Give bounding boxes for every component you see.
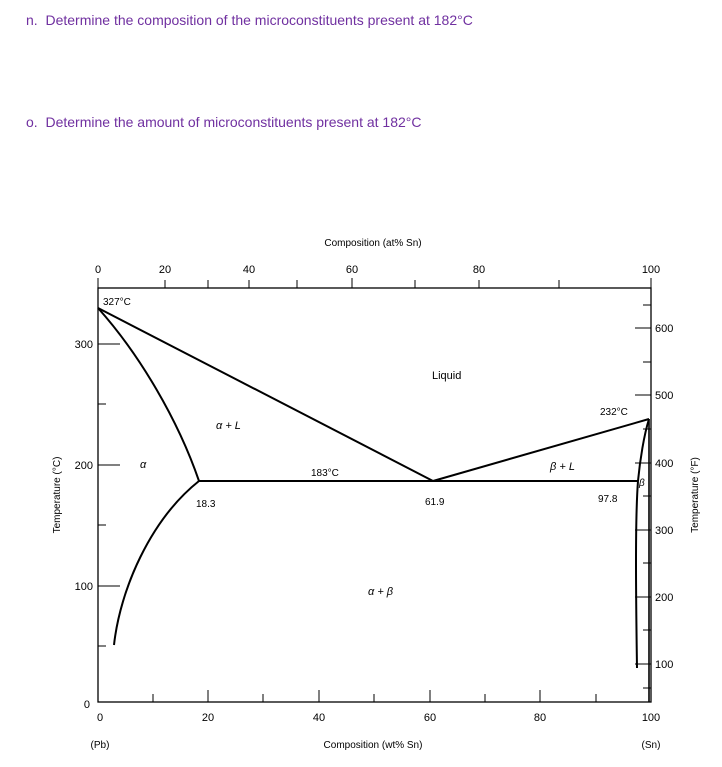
left-tick-200: 200 <box>74 460 93 472</box>
sn-melting-label: 232°C <box>600 407 628 418</box>
top-tick-0: 0 <box>94 264 102 276</box>
pb-melting-label: 327°C <box>103 297 131 308</box>
pb-end-label: (Pb) <box>90 740 110 751</box>
question-n-label: n. <box>26 12 38 28</box>
right-tick-200: 200 <box>655 592 674 604</box>
left-axis-title: Temperature (°C) <box>52 456 63 534</box>
left-tick-0: 0 <box>83 699 90 711</box>
region-beta: β <box>639 478 645 489</box>
right-tick-500: 500 <box>655 390 674 402</box>
alpha-limit-label: 18.3 <box>196 499 216 510</box>
right-tick-100: 100 <box>655 659 674 671</box>
region-beta-liquid: β + L <box>550 461 575 473</box>
region-liquid: Liquid <box>432 370 462 382</box>
sn-end-label: (Sn) <box>641 740 661 751</box>
region-alpha-liquid: α + L <box>216 420 241 432</box>
bottom-tick-100: 100 <box>641 712 661 724</box>
liquidus-pb-side <box>98 308 433 481</box>
top-tick-80: 80 <box>472 264 486 276</box>
top-ticks <box>98 278 651 288</box>
left-tick-300: 300 <box>74 339 93 351</box>
left-ticks <box>98 344 120 646</box>
top-tick-20: 20 <box>158 264 172 276</box>
beta-limit-label: 97.8 <box>598 494 618 505</box>
solvus-beta <box>636 481 638 668</box>
bottom-ticks <box>153 690 596 702</box>
bottom-tick-20: 20 <box>201 712 215 724</box>
top-tick-60: 60 <box>345 264 359 276</box>
solvus-alpha <box>114 481 199 645</box>
left-tick-100: 100 <box>74 581 93 593</box>
eutectic-temp-label: 183°C <box>311 468 339 479</box>
top-tick-100: 100 <box>641 264 661 276</box>
top-tick-40: 40 <box>242 264 256 276</box>
bottom-tick-60: 60 <box>423 712 437 724</box>
bottom-tick-0: 0 <box>96 712 104 724</box>
right-tick-400: 400 <box>655 458 674 470</box>
right-tick-600: 600 <box>655 323 674 335</box>
top-axis-title: Composition (at% Sn) <box>324 238 422 249</box>
question-o-text: Determine the amount of microconstituents present at 182°C <box>45 114 422 130</box>
question-o-label: o. <box>26 114 38 130</box>
solidus-sn-side <box>638 419 649 481</box>
bottom-axis-title: Composition (wt% Sn) <box>323 740 423 751</box>
right-tick-300: 300 <box>655 525 674 537</box>
question-n-text: Determine the composition of the microconstituents present at 182°C <box>45 12 473 28</box>
liquidus-sn-side <box>433 419 649 481</box>
right-axis-title: Temperature (°F) <box>690 457 701 533</box>
region-alpha: α <box>140 459 147 471</box>
region-alpha-beta: α + β <box>368 586 394 598</box>
bottom-tick-40: 40 <box>312 712 326 724</box>
phase-boundaries <box>98 308 649 668</box>
bottom-tick-80: 80 <box>533 712 547 724</box>
eutectic-comp-label: 61.9 <box>425 497 445 508</box>
